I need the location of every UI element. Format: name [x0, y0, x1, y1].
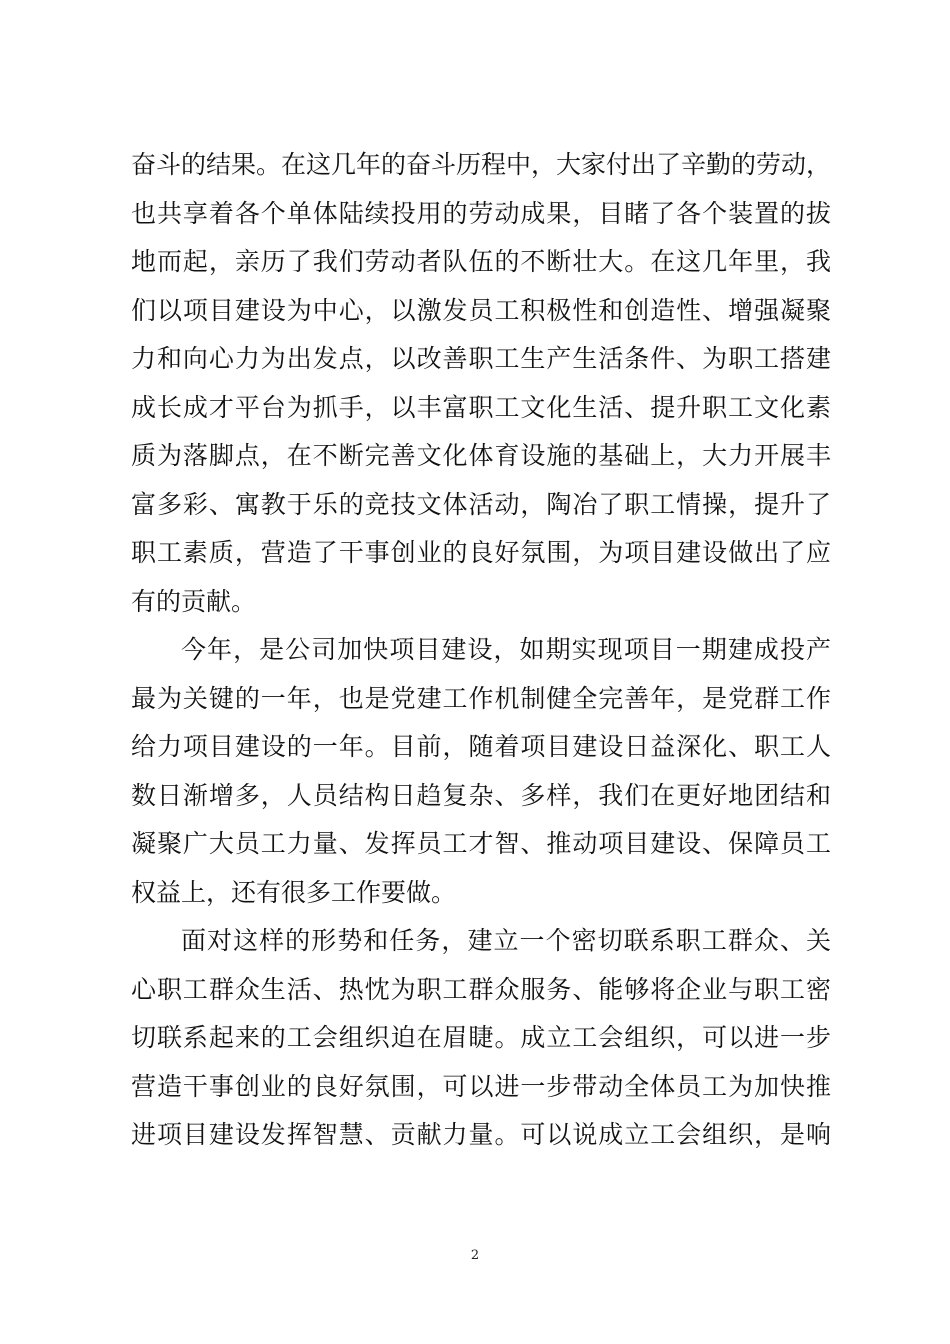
paragraph-2-line-3: 给力项目建设的一年。目前，随着项目建设日益深化、职工人: [131, 732, 831, 761]
paragraph-1-line-1: 奋斗的结果。在这几年的奋斗历程中，大家付出了辛勤的劳动，: [131, 150, 832, 179]
paragraph-3-line-1: 面对这样的形势和任务，建立一个密切联系职工群众、关: [181, 926, 831, 955]
paragraph-1-line-2: 也共享着各个单体陆续投用的劳动成果，目睹了各个装置的拔: [131, 199, 831, 228]
paragraph-2-line-5: 凝聚广大员工力量、发挥员工才智、推动项目建设、保障员工: [131, 829, 831, 858]
page-number: 2: [470, 1248, 480, 1263]
paragraph-1-line-3: 地而起，亲历了我们劳动者队伍的不断壮大。在这几年里，我: [131, 247, 831, 276]
paragraph-2-line-4: 数日渐增多，人员结构日趋复杂、多样，我们在更好地团结和: [131, 781, 831, 810]
paragraph-1-line-10: 有的贡献。: [131, 587, 257, 616]
paragraph-1-line-8: 富多彩、寓教于乐的竞技文体活动，陶冶了职工情操，提升了: [131, 490, 831, 519]
paragraph-1-line-6: 成长成才平台为抓手，以丰富职工文化生活、提升职工文化素: [131, 393, 831, 422]
paragraph-3-line-3: 切联系起来的工会组织迫在眉睫。成立工会组织，可以进一步: [131, 1023, 831, 1052]
paragraph-2-line-2: 最为关键的一年，也是党建工作机制健全完善年，是党群工作: [131, 684, 831, 713]
paragraph-1-line-7: 质为落脚点，在不断完善文化体育设施的基础上，大力开展丰: [131, 441, 831, 470]
paragraph-3-line-5: 进项目建设发挥智慧、贡献力量。可以说成立工会组织，是响: [131, 1120, 831, 1149]
paragraph-1-line-5: 力和向心力为出发点，以改善职工生产生活条件、为职工搭建: [131, 344, 831, 373]
paragraph-3-line-4: 营造干事创业的良好氛围，可以进一步带动全体员工为加快推: [131, 1072, 831, 1101]
paragraph-1-line-9: 职工素质，营造了干事创业的良好氛围，为项目建设做出了应: [131, 538, 831, 567]
paragraph-2-line-1: 今年，是公司加快项目建设，如期实现项目一期建成投产: [181, 635, 831, 664]
paragraph-3-line-2: 心职工群众生活、热忱为职工群众服务、能够将企业与职工密: [131, 975, 831, 1004]
paragraph-2-line-6: 权益上，还有很多工作要做。: [131, 878, 457, 907]
paragraph-1-line-4: 们以项目建设为中心，以激发员工积极性和创造性、增强凝聚: [131, 296, 831, 325]
